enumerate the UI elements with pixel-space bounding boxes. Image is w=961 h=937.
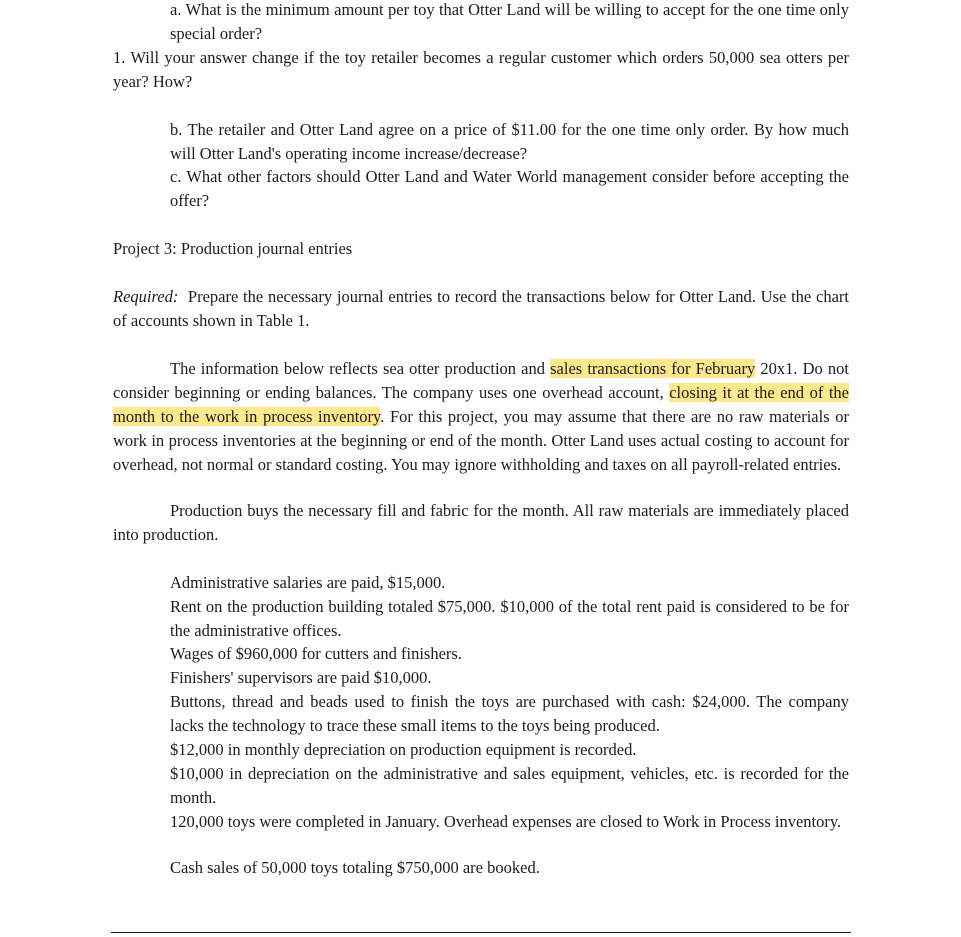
info-paragraph <box>113 357 849 477</box>
highlight-sales-transactions: sales transactions for February <box>550 359 756 378</box>
info-text-3: . For this project, you may assume that there are no raw materials or work in process inventories at the beginning or end of the month. Otter Land uses actual costing to account for overhead, not normal or standard costing. You may ignore withholding and taxes on all payroll-related entries. <box>113 407 849 474</box>
question-a: a. What is the minimum amount per toy that Otter Land will be willing to accept for the one time only special order? <box>170 0 849 43</box>
required-text: Prepare the necessary journal entries to record the transactions below for Otter Land. Use the chart of accounts shown in Table 1. <box>113 287 849 330</box>
footer-rule <box>111 932 851 933</box>
transaction-item: Cash sales of 50,000 toys totaling $750,000 are booked. <box>170 858 540 877</box>
production-paragraph: Production buys the necessary fill and fabric for the month. All raw materials are immediately placed into production. <box>113 501 849 544</box>
question-1: 1. Will your answer change if the toy retailer becomes a regular customer which orders 50,000 sea otters per year? How? <box>113 48 849 91</box>
transaction-item: Finishers' supervisors are paid $10,000. <box>170 668 432 687</box>
transaction-item: $10,000 in depreciation on the administrative and sales equipment, vehicles, etc. is recorded for the month. <box>170 764 849 807</box>
transaction-item: Rent on the production building totaled $75,000. $10,000 of the total rent paid is considered to be for the administrative offices. <box>170 597 849 640</box>
info-text-2: 20x1. Do not consider beginning or ending balances. The company uses one overhead account, <box>113 359 849 402</box>
required-label: Required: <box>113 287 179 306</box>
transaction-item: 120,000 toys were completed in January. Overhead expenses are closed to Work in Process inventory. <box>170 812 842 831</box>
transaction-item: Buttons, thread and beads used to finish the toys are purchased with cash: $24,000. The company lacks the technology to trace these small items to the toys being produced. <box>170 692 849 735</box>
project-heading: Project 3: Production journal entries <box>113 239 353 258</box>
required-paragraph <box>113 285 849 333</box>
info-text-1: The information below reflects sea otter production and <box>170 359 551 378</box>
transaction-item: Wages of $960,000 for cutters and finishers. <box>170 644 462 663</box>
transaction-item: Administrative salaries are paid, $15,000. <box>170 573 446 592</box>
highlight-closing-overhead: closing it at the end of the month to the work in process inventory <box>113 383 849 426</box>
transaction-item: $12,000 in monthly depreciation on production equipment is recorded. <box>170 740 637 759</box>
question-c: c. What other factors should Otter Land and Water World management consider before accepting the offer? <box>170 167 849 210</box>
question-b: b. The retailer and Otter Land agree on a price of $11.00 for the one time only order. By how much will Otter Land's operating income increase/decrease? <box>170 120 849 163</box>
